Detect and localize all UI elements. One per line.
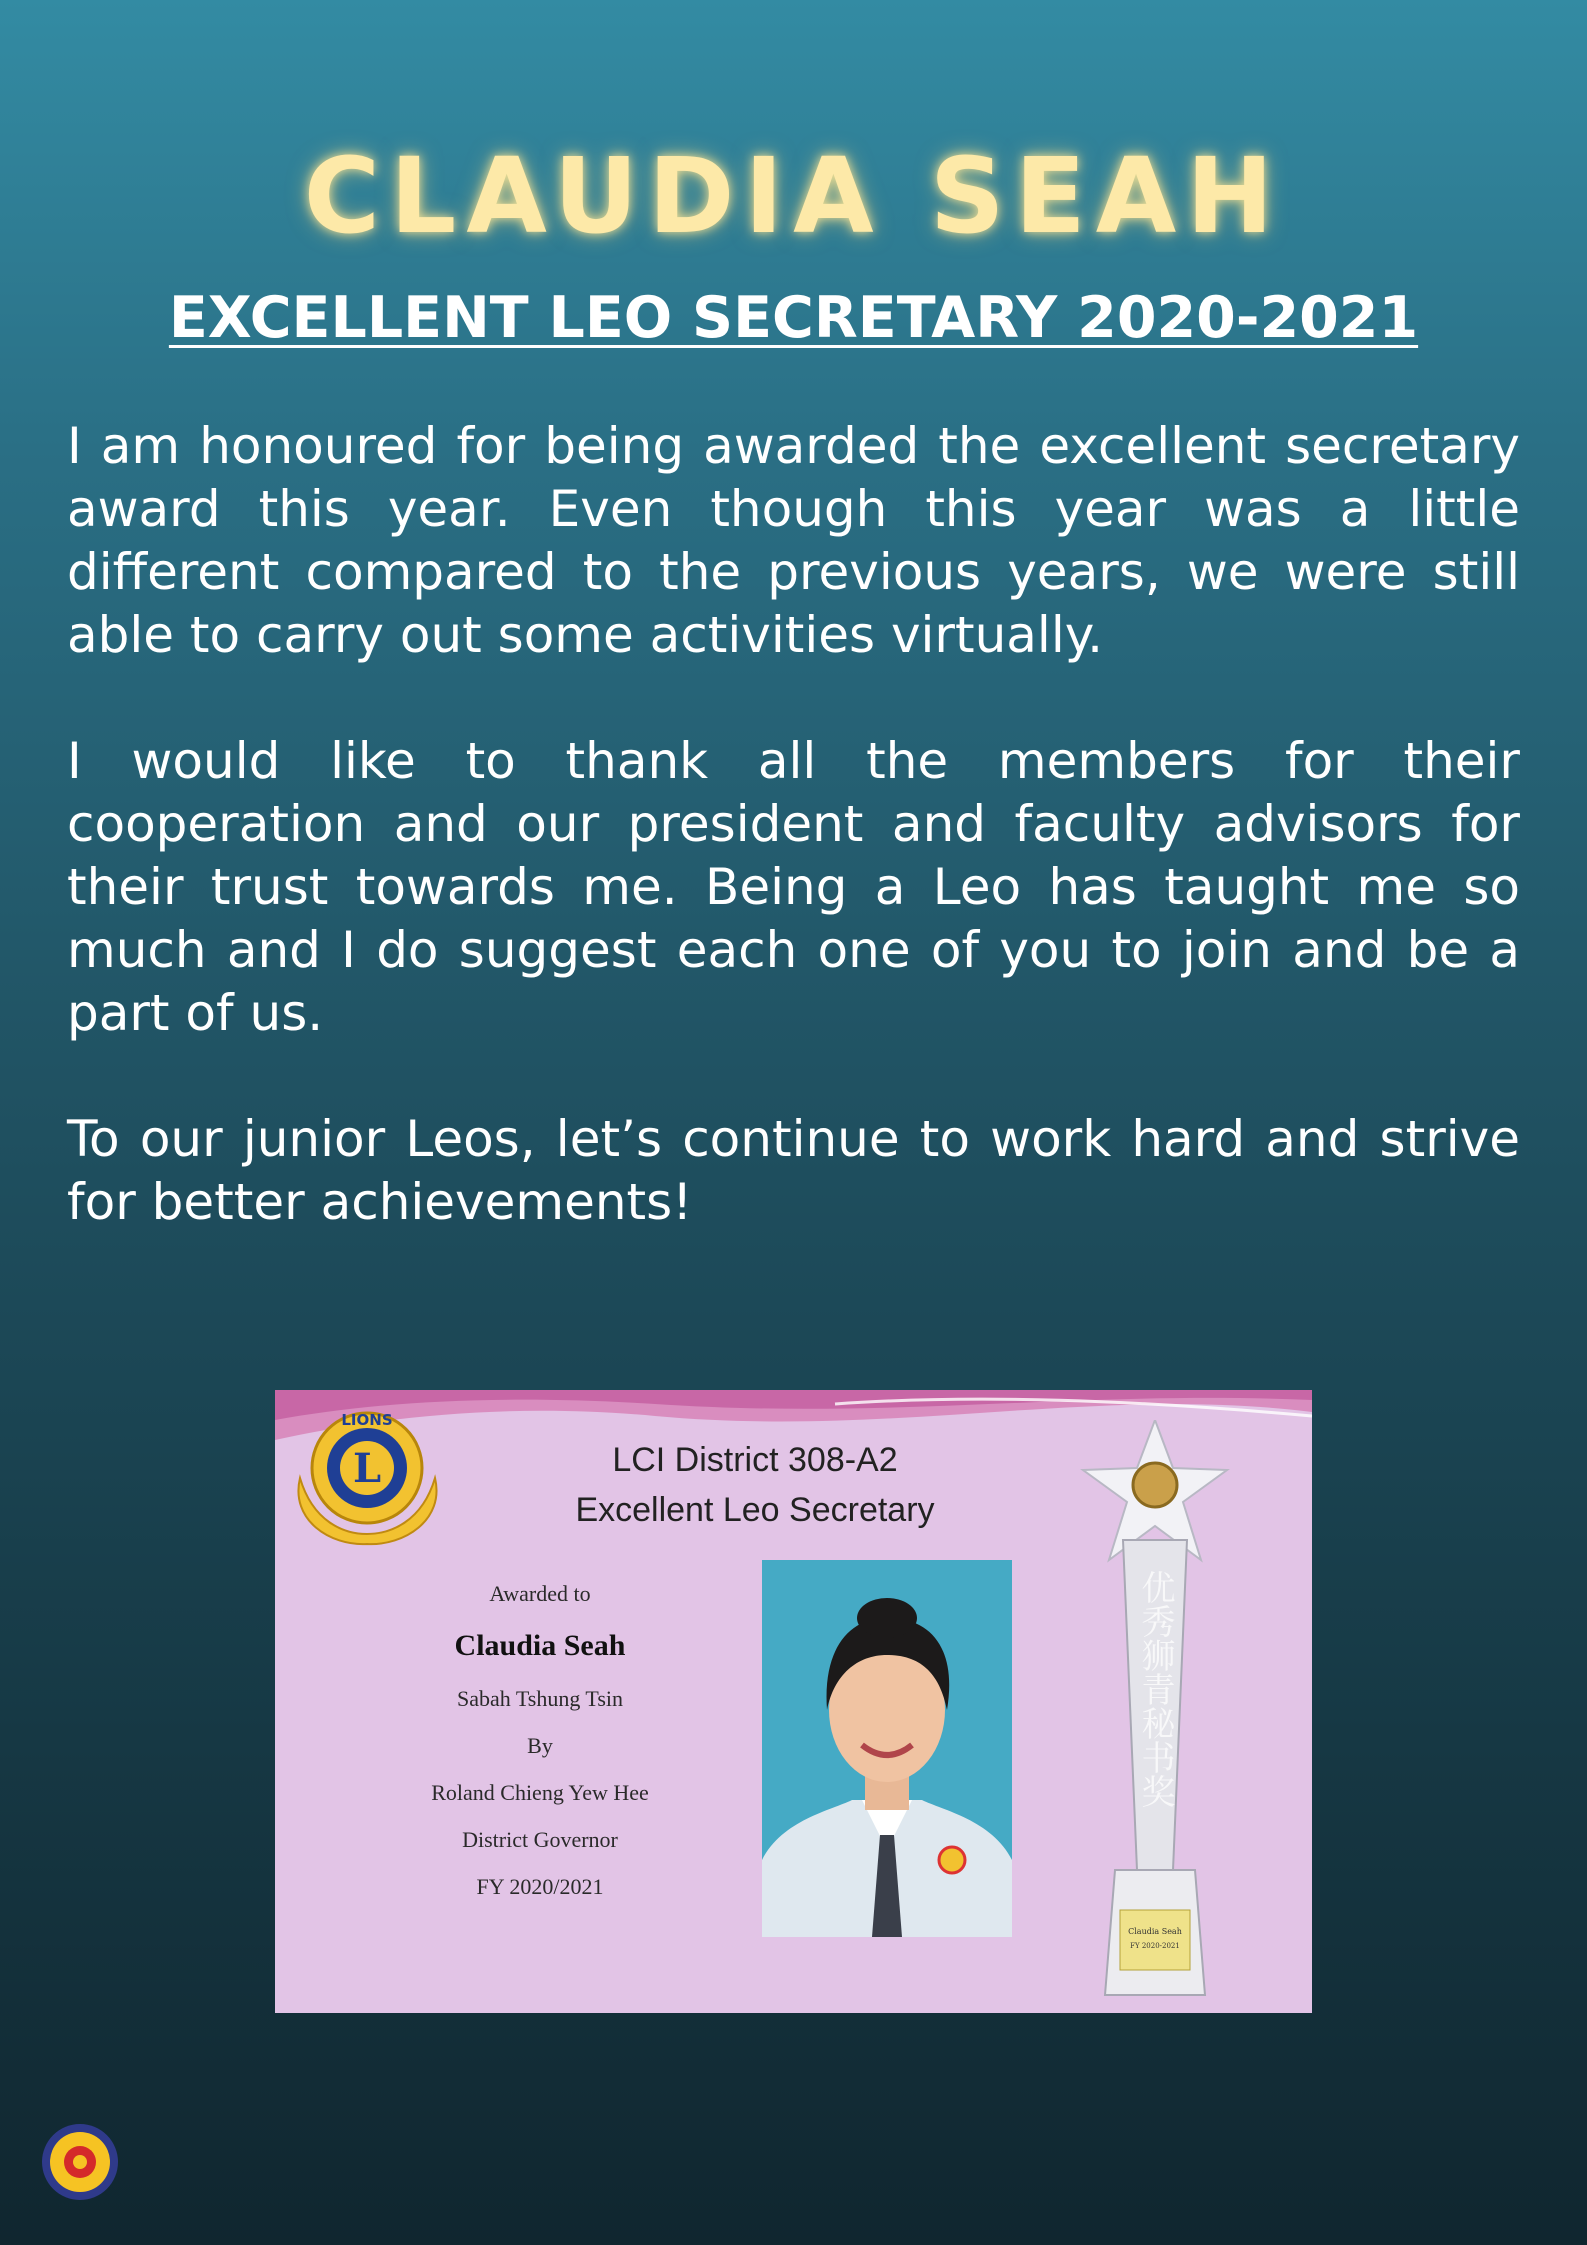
- portrait-illustration: [762, 1560, 1012, 1937]
- school-crest-icon: [40, 2122, 120, 2202]
- fiscal-year: FY 2020/2021: [476, 1874, 604, 1899]
- article-body: [67, 415, 1520, 1297]
- school-name: Sabah Tshung Tsin: [456, 1686, 623, 1711]
- svg-text:优秀狮青秘书奖: 优秀狮青秘书奖: [1135, 1570, 1175, 1808]
- certificate-heading: [525, 1435, 985, 1535]
- certificate-award: Excellent Leo Secretary: [575, 1491, 935, 1529]
- awarded-to-label: Awarded to: [489, 1581, 591, 1606]
- page-title: CLAUDIA SEAH: [303, 135, 1284, 257]
- svg-text:Claudia Seah: Claudia Seah: [1128, 1927, 1182, 1936]
- certificate-district: LCI District 308-A2: [612, 1441, 898, 1479]
- recipient-photo: [762, 1560, 1012, 1937]
- trophy-icon: [1065, 1420, 1245, 2000]
- certificate-details: [375, 1570, 705, 1910]
- paragraph-3: To our junior Leos, let’s continue to work hard and strive for better achievements!: [67, 1110, 1520, 1231]
- giver-title: District Governor: [462, 1827, 618, 1852]
- paragraph-1: I am honoured for being awarded the excellent secretary award this year. Even though this year was a little different compared to the previous years, we were still able to carry out some activities virtually.: [67, 417, 1520, 664]
- recipient-name: Claudia Seah: [454, 1629, 626, 1662]
- svg-text:FY 2020-2021: FY 2020-2021: [1130, 1942, 1180, 1950]
- paragraph-2: I would like to thank all the members for their cooperation and our president and faculty advisors for their trust towards me. Being a Leo has taught me so much and I do suggest each one of you to join and be a part of us.: [67, 732, 1520, 1042]
- award-title: EXCELLENT LEO SECRETARY 2020-2021: [168, 285, 1419, 351]
- svg-text:L: L: [352, 1445, 382, 1492]
- giver-name: Roland Chieng Yew Hee: [431, 1780, 649, 1805]
- lions-logo-icon: [290, 1400, 445, 1548]
- by-label: By: [527, 1733, 553, 1758]
- award-certificate-image: [275, 1390, 1312, 2013]
- svg-text:LIONS: LIONS: [341, 1411, 393, 1429]
